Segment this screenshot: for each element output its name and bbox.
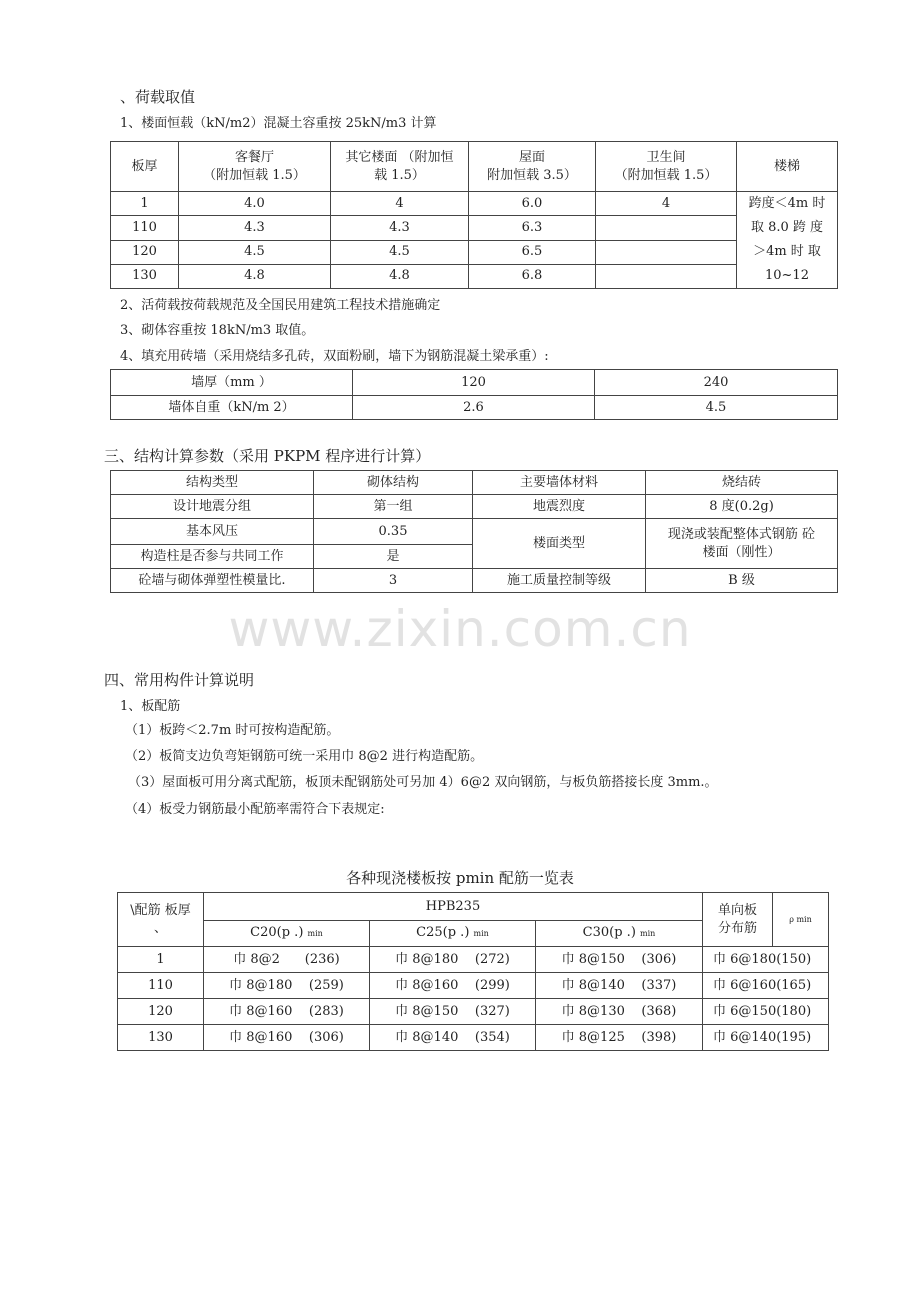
table-cell: 巾 8@130 (368) [536, 999, 703, 1025]
sub-heading-slab: 1、板配筋 [120, 699, 181, 714]
wall-weight-table [110, 369, 838, 420]
table-cell: 巾 8@150 (327) [370, 999, 536, 1025]
table-cell: 4.5 [331, 240, 469, 264]
table-cell: 130 [111, 264, 179, 288]
table-cell: 现浇或装配整体式钢筋 砼 楼面（刚性） [646, 519, 838, 569]
table-cell: 巾 8@150 (306) [536, 947, 703, 973]
table-cell: 巾 8@180 (259) [204, 973, 370, 999]
table-cell: 巾 6@180(150) [703, 947, 829, 973]
table-cell: 砼墙与砌体弹塑性模量比. [111, 569, 314, 593]
table-cell [596, 216, 737, 240]
section-heading-members: 四、常用构件计算说明 [104, 671, 255, 689]
table-cell: 基本风压 [111, 519, 314, 545]
table-row [118, 947, 829, 973]
header-other-floor: 其它楼面 （附加恒 载 1.5） [331, 142, 469, 192]
table-cell: 墙体自重（kN/m 2） [111, 396, 353, 420]
table-cell: 巾 8@160 (299) [370, 973, 536, 999]
header-hpb235: HPB235 [204, 893, 703, 921]
table-cell: 120 [118, 999, 204, 1025]
header-c25: C25(p .) min [370, 921, 536, 947]
table-cell: 巾 6@140(195) [703, 1025, 829, 1051]
item-masonry-density: 3、砌体容重按 18kN/m3 取值。 [120, 323, 315, 338]
table-cell: 4 [331, 192, 469, 216]
table-cell: 6.0 [469, 192, 596, 216]
item-live-load: 2、活荷载按荷载规范及全国民用建筑工程技术措施确定 [120, 298, 441, 313]
table-cell: 巾 8@160 (283) [204, 999, 370, 1025]
table-cell: 砌体结构 [314, 471, 473, 495]
table-row [118, 973, 829, 999]
table-cell: 2.6 [353, 396, 595, 420]
table-cell: 4.5 [179, 240, 331, 264]
table-row [118, 1025, 829, 1051]
table-cell: 楼面类型 [473, 519, 646, 569]
section-heading-params: 三、结构计算参数（采用 PKPM 程序进行计算） [104, 447, 431, 465]
stair-note: 跨度＜4m 时 取 8.0 跨 度 ＞4m 时 取 10~12 [737, 192, 838, 289]
header-corner: \配筋 板厚 、 [118, 893, 204, 947]
table-cell: 巾 6@160(165) [703, 973, 829, 999]
table-cell: 6.3 [469, 216, 596, 240]
table-cell: 0.35 [314, 519, 473, 545]
header-stair: 楼梯 [737, 142, 838, 192]
table-cell: 6.8 [469, 264, 596, 288]
table-cell: 6.5 [469, 240, 596, 264]
table-cell: 巾 8@2 (236) [204, 947, 370, 973]
table-cell: 巾 8@140 (354) [370, 1025, 536, 1051]
para-3: （3）屋面板可用分离式配筋，板顶未配钢筋处可另加 4）6@2 双向钢筋，与板负筋搭接长度 3mm.。 [128, 775, 718, 790]
table-cell: 烧结砖 [646, 471, 838, 495]
table-cell: 4 [596, 192, 737, 216]
header-c30: C30(p .) min [536, 921, 703, 947]
table-cell: 120 [111, 240, 179, 264]
structure-params-table [110, 470, 838, 593]
pmin-table [117, 892, 829, 1051]
table-cell: 4.5 [595, 396, 838, 420]
table-cell: 4.8 [331, 264, 469, 288]
header-bathroom: 卫生间 （附加恒载 1.5） [596, 142, 737, 192]
header-thickness: 板厚 [111, 142, 179, 192]
table-cell: 构造柱是否参与共同工作 [111, 545, 314, 569]
table-title-pmin: 各种现浇楼板按 pmin 配筋一览表 [346, 869, 574, 887]
table-cell: B 级 [646, 569, 838, 593]
header-dining: 客餐厅 （附加恒载 1.5） [179, 142, 331, 192]
table-cell: 1 [118, 947, 204, 973]
table-cell: 主要墙体材料 [473, 471, 646, 495]
table-cell [596, 264, 737, 288]
dead-load-table [110, 141, 838, 289]
table-cell: 120 [353, 370, 595, 396]
header-roof: 屋面 附加恒载 3.5） [469, 142, 596, 192]
table-cell: 110 [118, 973, 204, 999]
table-cell: 墙厚（mm ） [111, 370, 353, 396]
table-cell [596, 240, 737, 264]
table-cell: 240 [595, 370, 838, 396]
table-cell: 地震烈度 [473, 495, 646, 519]
item-floor-dead-load: 1、楼面恒载（kN/m2）混凝土容重按 25kN/m3 计算 [120, 116, 437, 131]
table-cell: 巾 6@150(180) [703, 999, 829, 1025]
table-cell: 巾 8@125 (398) [536, 1025, 703, 1051]
table-cell: 施工质量控制等级 [473, 569, 646, 593]
header-c20: C20(p .) min [204, 921, 370, 947]
section-heading-loads: 、荷载取值 [120, 88, 196, 106]
para-1: （1）板跨＜2.7m 时可按构造配筋。 [125, 723, 340, 738]
table-cell: 130 [118, 1025, 204, 1051]
table-cell: 3 [314, 569, 473, 593]
table-cell: 结构类型 [111, 471, 314, 495]
table-cell: 巾 8@140 (337) [536, 973, 703, 999]
table-cell: 110 [111, 216, 179, 240]
table-cell: 设计地震分组 [111, 495, 314, 519]
table-cell: 4.3 [331, 216, 469, 240]
watermark: www.zixin.com.cn [228, 600, 692, 658]
table-cell: 巾 8@180 (272) [370, 947, 536, 973]
para-4: （4）板受力钢筋最小配筋率需符合下表规定: [125, 802, 385, 817]
table-cell: 4.3 [179, 216, 331, 240]
para-2: （2）板简支边负弯矩钢筋可统一采用巾 8@2 进行构造配筋。 [125, 749, 484, 764]
header-pmin: ρ min [773, 893, 829, 947]
table-cell: 是 [314, 545, 473, 569]
table-row [118, 999, 829, 1025]
table-cell: 8 度(0.2g) [646, 495, 838, 519]
table-cell: 4.0 [179, 192, 331, 216]
table-cell: 1 [111, 192, 179, 216]
table-cell: 4.8 [179, 264, 331, 288]
item-infill-wall: 4、填充用砖墙（采用烧结多孔砖，双面粉刷，墙下为钢筋混凝土梁承重）: [120, 349, 549, 364]
header-single-dist: 单向板 分布筋 [703, 893, 773, 947]
table-cell: 第一组 [314, 495, 473, 519]
table-cell: 巾 8@160 (306) [204, 1025, 370, 1051]
